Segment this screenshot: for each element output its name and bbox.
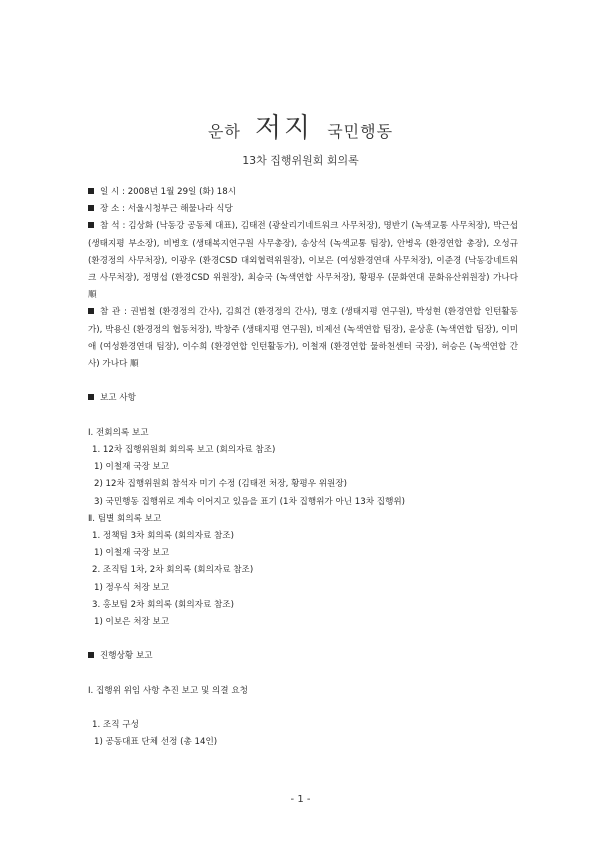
- report-item: 1) 이철재 국장 보고: [94, 462, 170, 473]
- report-item: 2. 조직팀 1차, 2차 회의록 (회의자료 참조): [92, 565, 254, 576]
- report-item: 1) 이철재 국장 보고: [94, 548, 170, 559]
- progress-section-title: 진행상황 보고: [100, 651, 153, 662]
- square-bullet-icon: [88, 308, 94, 314]
- progress-item: 1) 공동대표 단체 선정 (총 14인): [94, 737, 218, 748]
- document-subtitle: 13차 집행위원회 회의록: [242, 154, 359, 167]
- report-item: 1. 12차 집행위원회 회의록 보고 (회의자료 참조): [92, 445, 276, 456]
- square-bullet-icon: [88, 222, 94, 228]
- progress-item: 1. 조직 구성: [92, 720, 139, 731]
- report-item: Ⅰ. 전회의록 보고: [88, 427, 149, 438]
- report-item: 2) 12차 집행위원회 참석자 미기 수정 (김태전 처장, 황평우 위원장): [94, 479, 348, 490]
- square-bullet-icon: [88, 394, 94, 400]
- document-body: [88, 184, 518, 752]
- square-bullet-icon: [88, 188, 94, 194]
- page-number: - 1 -: [290, 794, 311, 805]
- report-item: 1) 이보은 처장 보고: [94, 617, 170, 628]
- meta-date: 일 시 : 2008년 1월 29일 (화) 18시: [100, 187, 237, 197]
- document-title: [0, 106, 601, 145]
- report-item: Ⅱ. 팀별 회의록 보고: [88, 513, 162, 524]
- progress-subheading: Ⅰ. 집행위 위임 사항 추진 보고 및 의결 요청: [88, 685, 248, 696]
- meta-attendees-row: [88, 218, 518, 304]
- square-bullet-icon: [88, 652, 94, 658]
- title-left: 운하: [207, 122, 241, 141]
- meta-observers-row: [88, 304, 518, 373]
- meta-date-row: [88, 184, 518, 201]
- title-emphasis: 저지: [254, 113, 314, 144]
- report-item: 3) 국민행동 집행위로 계속 이어지고 있음을 표기 (1차 집행위가 아닌 13차 집행위): [94, 496, 406, 507]
- meta-place: 장 소 : 서울시청부근 해물나라 식당: [100, 204, 233, 215]
- report-item: 3. 홍보팀 2차 회의록 (회의자료 참조): [92, 599, 234, 610]
- report-item: 1) 정우식 처장 보고: [94, 582, 170, 593]
- meta-attendees: 참 석 : 김상화 (낙동강 공동체 대표), 김태전 (광살리기네트워크 사무처장), 명반기 (녹색교통 사무처장), 박근섭 (생태지평 부소장), 비병호 (생태복지연구원 사무총장), 송상석 (녹색교통 팀장), 안병옥 (환경연합 총장), 오성규 (환경정의 사무처장), 이광우 (환경CSD 대외협력위원장), 이보은 (여성환경연대 사무처장), 이준경 (낙동강네트워크 사무처장), 정명섭 (환경CSD 위원장), 최승국 (녹색연합 사무처장), 황평우 (문화연대 문화유산위원장) 가나다 順: [88, 221, 518, 301]
- meta-place-row: [88, 201, 518, 218]
- report-item: 1. 정책팀 3차 회의록 (회의자료 참조): [92, 531, 234, 542]
- title-right: 국민행동: [327, 122, 394, 141]
- report-section-header: [88, 390, 518, 407]
- report-section-title: 보고 사항: [100, 393, 136, 404]
- progress-section-header: [88, 648, 518, 665]
- square-bullet-icon: [88, 205, 94, 211]
- meta-observers: 참 관 : 권범철 (환경정의 간사), 김희건 (환경정의 간사), 명호 (생태지평 연구원), 박성현 (환경연합 인턴활동가), 박용신 (환경정의 협동처장), 박창주 (생태지평 연구원), 비제선 (녹색연합 팀장), 윤상훈 (녹색연합 팀장), 이미애 (여성환경연대 팀장), 이수희 (환경연합 인턴활동가), 이철재 (환경연합 물하천센터 국장), 허승은 (녹색연합 간사) 가나다 順: [88, 307, 518, 370]
